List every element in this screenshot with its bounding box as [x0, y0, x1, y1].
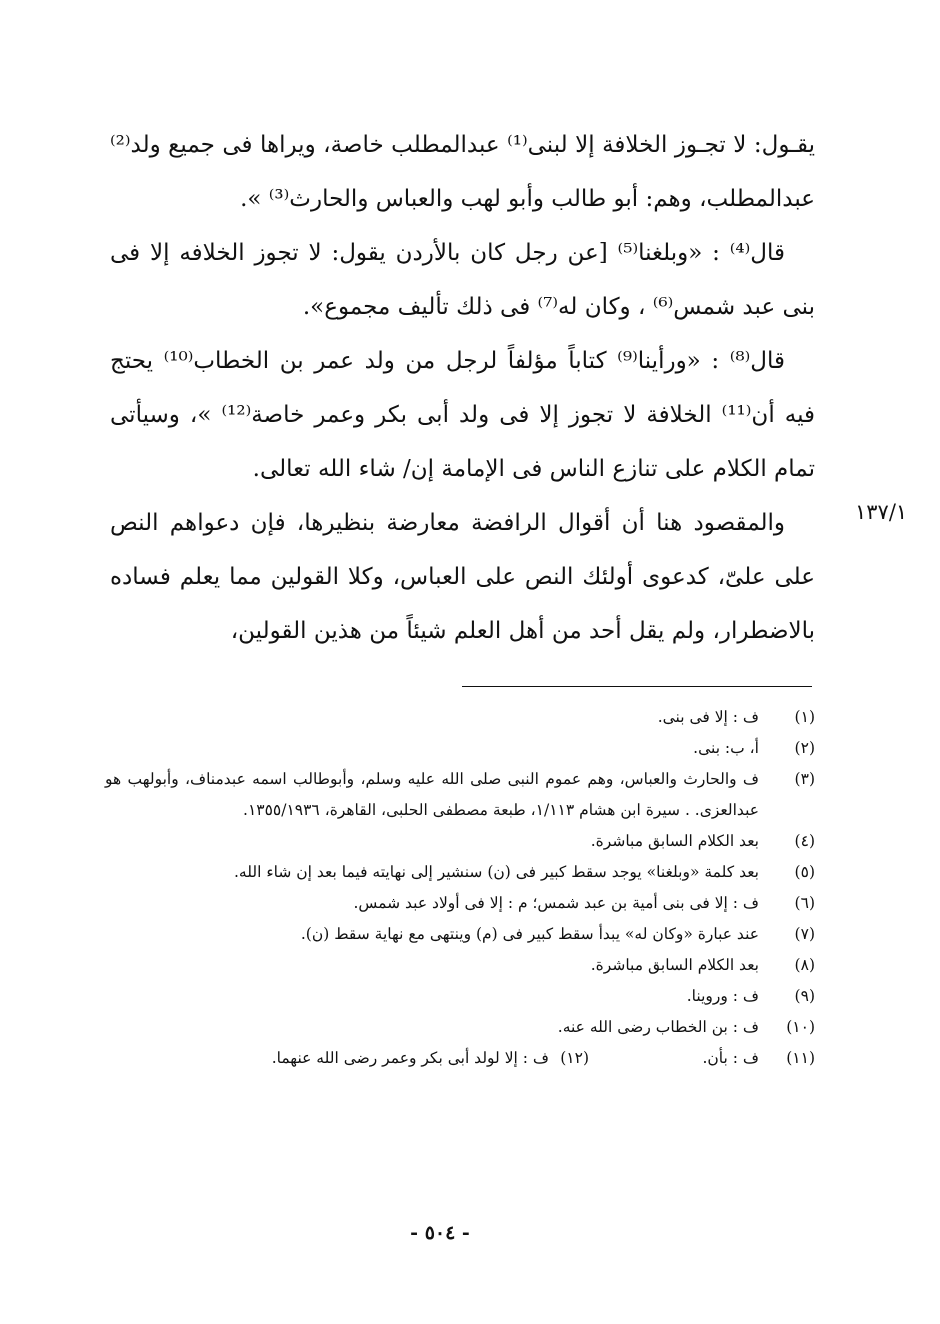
footnote-1 — [105, 702, 815, 733]
footnote-number: (٧) — [794, 925, 815, 943]
margin-volume-page-ref: ١٣٧/١ — [855, 500, 908, 524]
footnote-3 — [105, 764, 815, 826]
footnote-text: ف والحارث والعباس، وهم عموم النبى صلى الله عليه وسلم، وأبوطالب اسمه عبدمناف، وأبولهب هو عبدالعزى. . سيرة ابن هشام ١/١١٣، طبعة مصطفى الحلبى، القاهرة، ١٣٥٥/١٩٣٦. — [105, 770, 759, 819]
paragraph-3: قال⁽⁸⁾ : «ورأينا⁽⁹⁾ كتاباً مؤلفاً لرجل من ولد عمر بن الخطاب⁽¹⁰⁾ يحتج فيه أن⁽¹¹⁾ الخلافة لا تجوز إلا فى ولد أبى بكر وعمر خاصة⁽¹²⁾ »، وسيأتى تمام الكلام على تنازع الناس فى الإمامة إن/ شاء الله تعالى. — [110, 348, 816, 482]
footnote-8 — [105, 950, 815, 981]
main-text — [110, 118, 815, 658]
footnote-number: (٣) — [794, 770, 815, 788]
footnote-number: (٦) — [794, 894, 815, 912]
footnote-text: بعد الكلام السابق مباشرة. — [590, 832, 759, 850]
footnote-text: بعد الكلام السابق مباشرة. — [590, 956, 759, 974]
footnote-number: (٩) — [794, 987, 815, 1005]
footnote-divider — [462, 686, 812, 687]
footnote-text: عند عبارة «وكان له» يبدأ سقط كبير فى (م) وينتهى مع نهاية سقط (ن). — [300, 925, 759, 943]
footnote-number: (١٠) — [786, 1018, 815, 1036]
footnote-6 — [105, 888, 815, 919]
footnote-text: أ، ب: بنى. — [693, 739, 759, 757]
footnote-text: ف : بأن. — [702, 1049, 759, 1067]
footnote-10 — [105, 1012, 815, 1043]
footnote-text: ف : وروينا. — [686, 987, 759, 1005]
footnote-text: ف : إلا فى بنى أمية بن عبد شمس؛ م : إلا فى أولاد عبد شمس. — [353, 894, 759, 912]
footnotes — [105, 702, 815, 1074]
footnote-2 — [105, 733, 815, 764]
paragraph-4: والمقصود هنا أن أقوال الرافضة معارضة بنظيرها، فإن دعواهم النص على علىّ، كدعوى أولئك النص على العباس، وكلا القولين مما يعلم فساده بالاضطرار، ولم يقل أحد من أهل العلم شيئاً من هذين القولين، — [110, 510, 815, 644]
footnote-text: ف : إلا فى بنى. — [657, 708, 759, 726]
footnote-5 — [105, 857, 815, 888]
footnote-number: (٤) — [794, 832, 815, 850]
footnote-text: بعد كلمة «وبلغنا» يوجد سقط كبير فى (ن) سنشير إلى نهايته فيما بعد إن شاء الله. — [234, 863, 759, 881]
footnote-9 — [105, 981, 815, 1012]
footnote-number: (١) — [794, 708, 815, 726]
footnote-number: (٨) — [794, 956, 815, 974]
paragraph-1: يقـول: لا تجـوز الخلافة إلا لبنى⁽¹⁾ عبدالمطلب خاصة، ويراها فى جميع ولد⁽²⁾ عبدالمطلب، وهم: أبو طالب وأبو لهب والعباس والحارث⁽³⁾ ». — [110, 132, 815, 212]
footnote-number: (٢) — [794, 739, 815, 757]
footnote-4 — [105, 826, 815, 857]
footnote-text: ف : بن الخطاب رضى الله عنه. — [557, 1018, 759, 1036]
footnote-7 — [105, 919, 815, 950]
footnote-number: (٥) — [794, 863, 815, 881]
footnote-11-12 — [105, 1043, 815, 1074]
footnote-text: ف : إلا لولد أبى بكر وعمر رضى الله عنهما. — [271, 1049, 549, 1067]
footnote-number: (١١) — [786, 1049, 815, 1067]
footnote-number: (١٢) — [560, 1049, 589, 1067]
page-number: - ٥٠٤ - — [410, 1222, 470, 1244]
paragraph-2: قال⁽⁴⁾ : «وبلغنا⁽⁵⁾ [عن رجل كان بالأردن يقول: لا تجوز الخلافه إلا فى بنى عبد شمس⁽⁶⁾ ، وكان له⁽⁷⁾ فى ذلك تأليف مجموع». — [110, 240, 815, 320]
